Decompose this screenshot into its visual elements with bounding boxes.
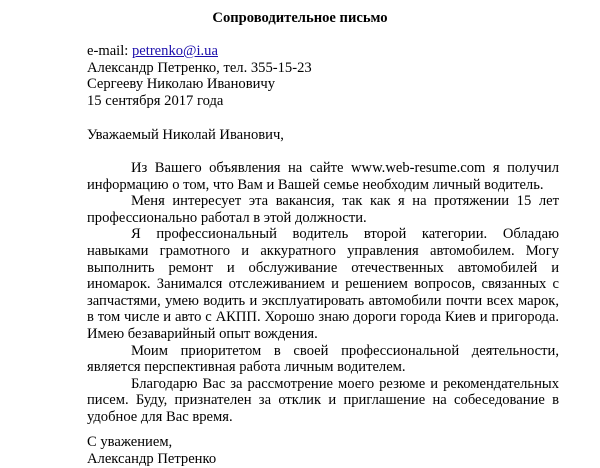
letter-body <box>87 160 559 426</box>
paragraph-1: Из Вашего объявления на сайте www.web-resume.com я получил информацию о том, что Вам и Вашей семье необходим личный водитель. <box>87 160 559 193</box>
signature-name: Александр Петренко <box>87 450 217 467</box>
regards-line: С уважением, <box>87 434 173 450</box>
sender-line: Александр Петренко, тел. 355-15-23 <box>87 59 312 76</box>
letter-closing <box>87 434 216 467</box>
paragraph-2: Меня интересует эта вакансия, так как я на протяжении 15 лет профессионально работал в этой должности. <box>87 193 559 226</box>
email-link[interactable]: petrenko@i.ua <box>131 43 218 59</box>
email-line <box>87 43 312 60</box>
recipient-line: Сергееву Николаю Ивановичу <box>87 76 276 93</box>
email-label: e-mail: <box>87 43 132 59</box>
paragraph-5: Благодарю Вас за рассмотрение моего резюме и рекомендательных писем. Буду, признателен за отклик и приглашение на собеседование в удобное для Вас время. <box>87 375 559 425</box>
salutation: Уважаемый Николай Иванович, <box>87 127 284 143</box>
paragraph-4: Моим приоритетом в своей профессиональной деятельности, является перспективная работа личным водителем. <box>87 342 559 376</box>
date-line: 15 сентября 2017 года <box>87 92 224 109</box>
paragraph-3: Я профессиональный водитель второй категории. Обладаю навыками грамотного и аккуратного управления автомобилем. Могу выполнить ремонт и обслуживание отечественных автомобилей и иномарок. Занимался отслеживанием и решением вопросов, связанных с запчастями, умею водить и эксплуатировать автомобили почти всех марок, в том числе и авто с АКПП. Хорошо знаю дороги города Киев и пригорода. Имею безаварийный опыт вождения. <box>87 226 559 342</box>
letter-header <box>87 43 312 109</box>
document-title: Сопроводительное письмо <box>212 10 388 26</box>
